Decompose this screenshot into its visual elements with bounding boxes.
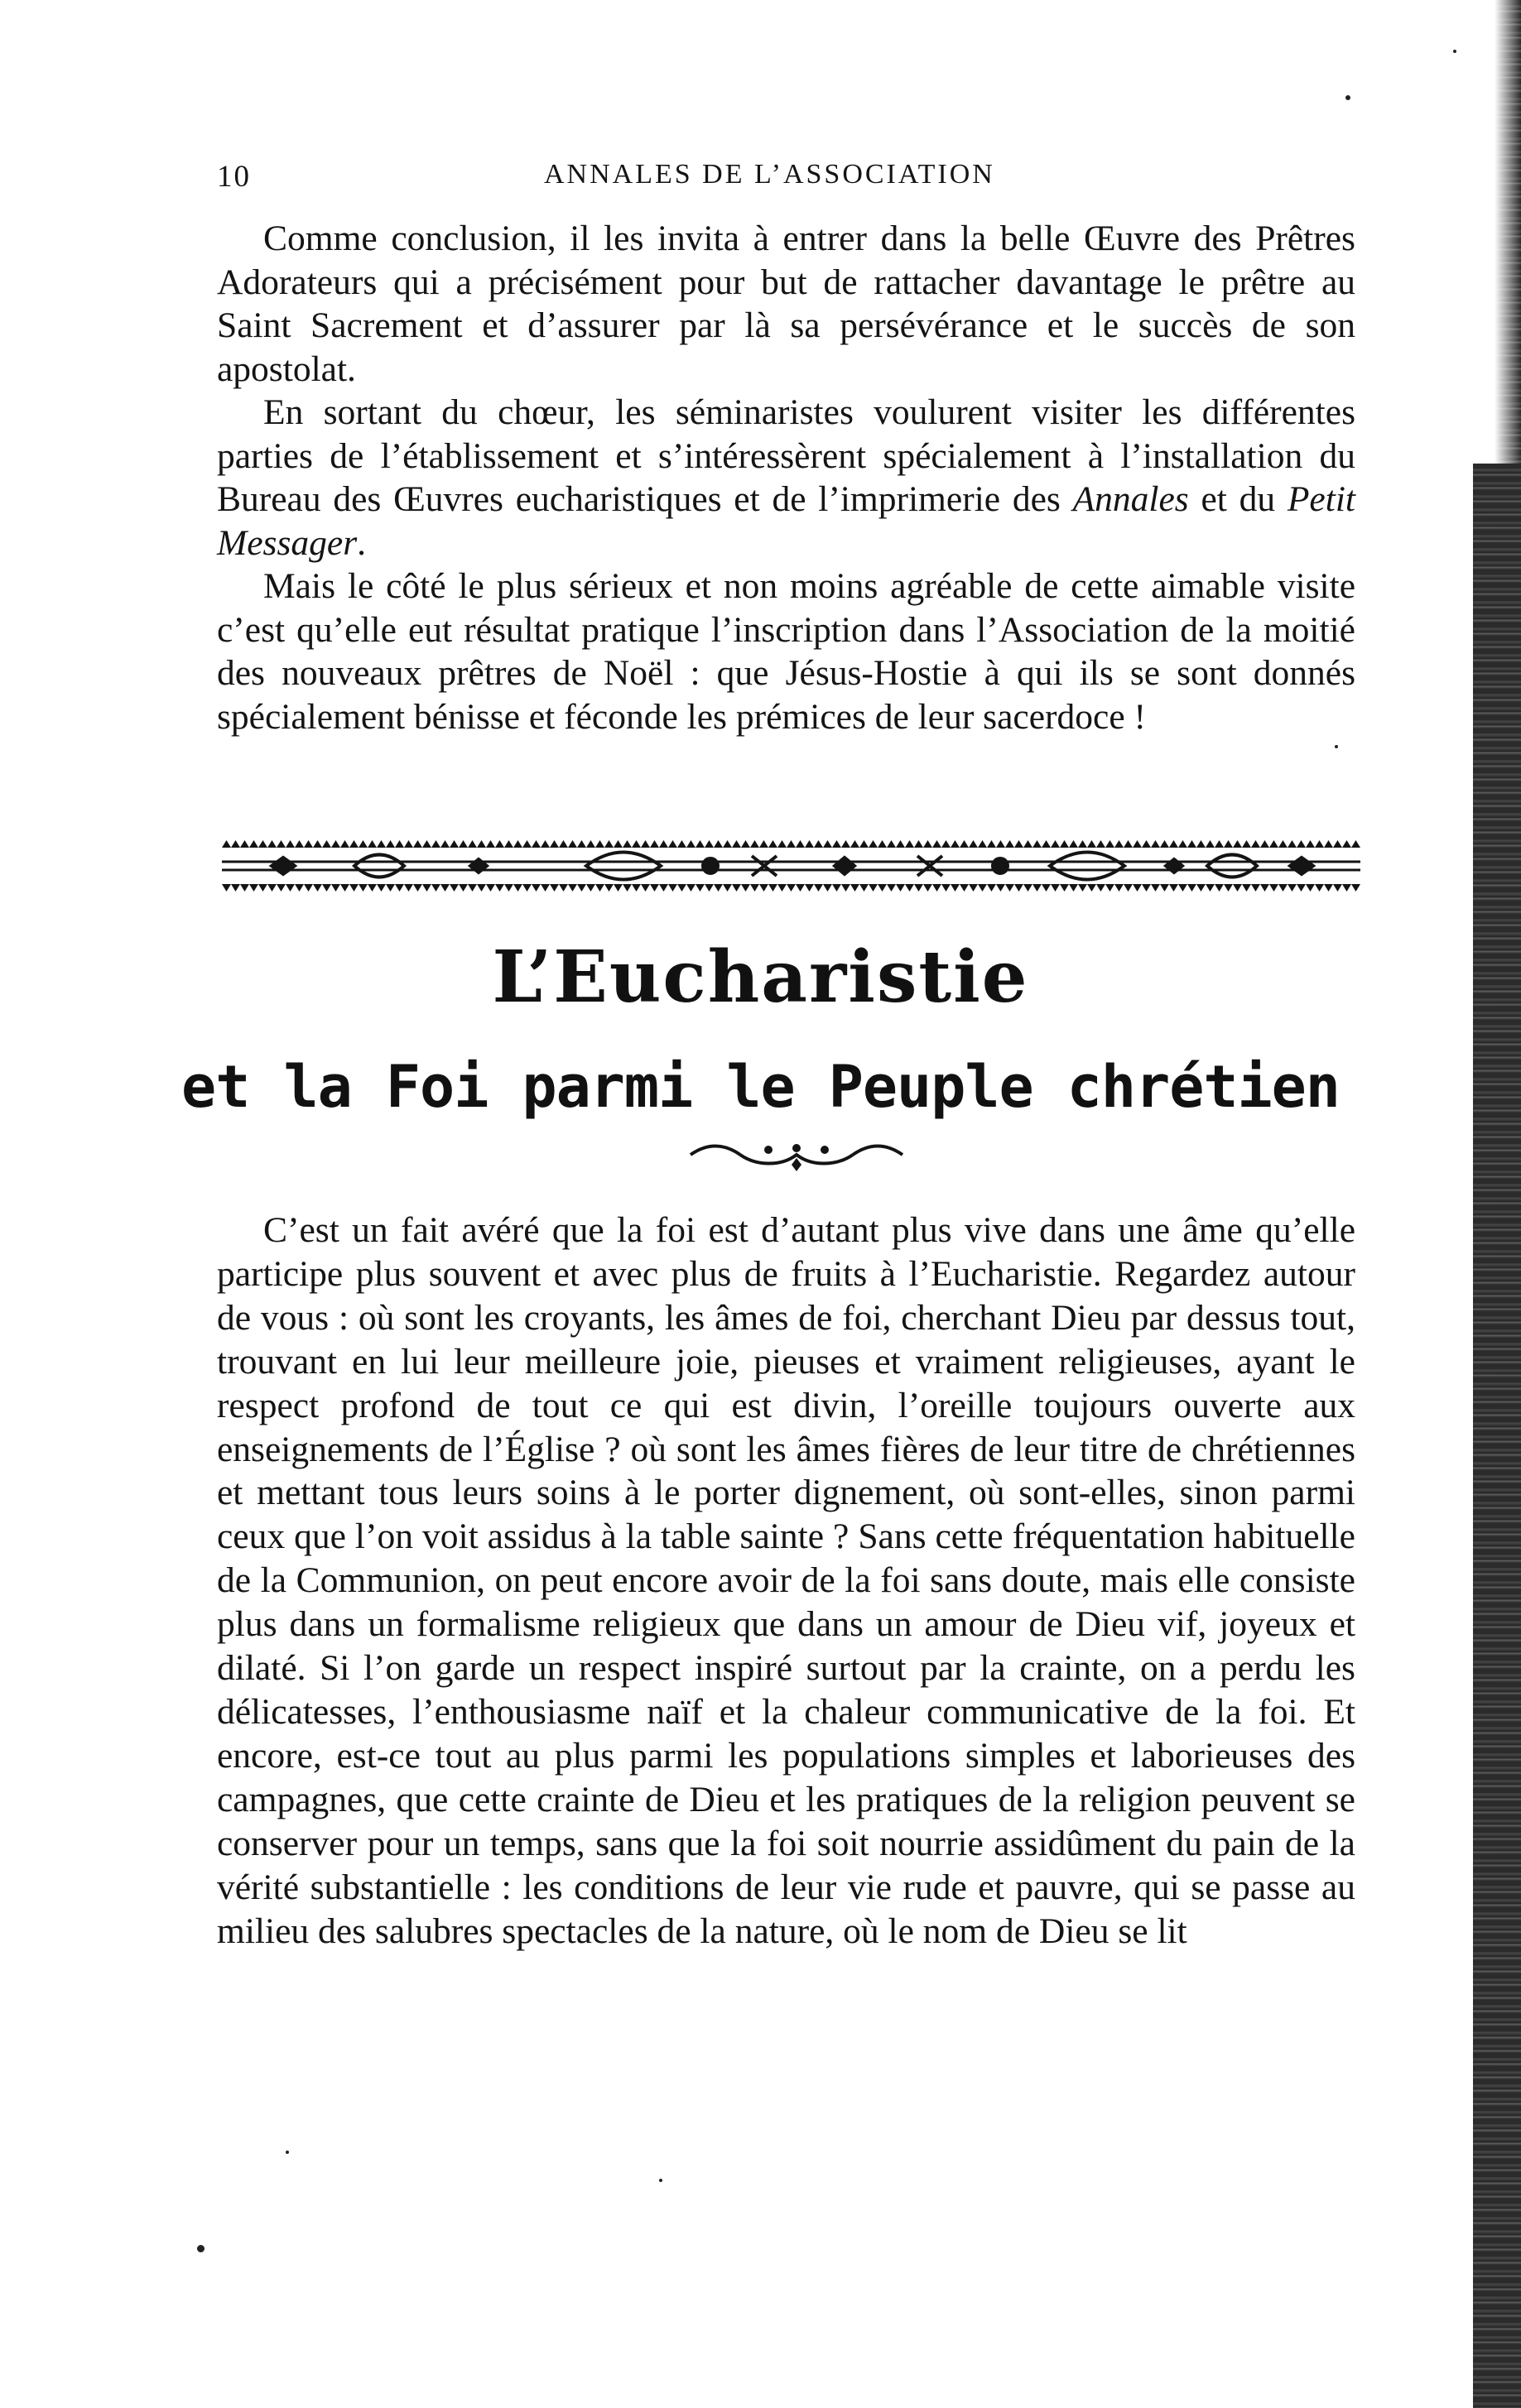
- title-tailpiece-ornament: [686, 1138, 907, 1171]
- previous-article-text: [217, 217, 1355, 738]
- scan-speck: [1335, 745, 1338, 748]
- running-header: [217, 159, 1351, 200]
- article-body-text: [217, 1209, 1355, 1953]
- scan-speck: [286, 2151, 289, 2154]
- paragraph-text: .: [357, 522, 367, 563]
- paragraph: [217, 565, 1355, 738]
- paragraph: [217, 391, 1355, 565]
- article-title: L’Eucharistie: [492, 935, 1029, 1019]
- paragraph-text: Comme conclusion, il les invita à entrer dans la belle Œuvre des Prêtres Adorateurs qui a précisément pour but de rattacher davantage le prêtre au Saint Sacrement et d’assurer par là sa persévérance et le succès de son apostolat.: [217, 219, 1355, 389]
- ornamental-divider: [222, 836, 1360, 897]
- paragraph-text: et du: [1188, 479, 1288, 519]
- page-number: 10: [217, 160, 251, 194]
- scan-speck: [1345, 95, 1350, 100]
- article-subtitle: et la Foi parmi le Peuple chrétien: [181, 1053, 1340, 1121]
- scan-speck: [659, 2179, 662, 2182]
- scan-speck: [1453, 50, 1456, 53]
- paragraph: C’est un fait avéré que la foi est d’autant plus vive dans une âme qu’elle participe plus souvent et avec plus de fruits à l’Eucharistie. Regardez autour de vous : où sont les croyants, les âmes de foi, cherchant Dieu par dessus tout, trouvant en lui leur meilleure joie, pieuses et vraiment religieuses, ayant le respect profond de tout ce qui est divin, l’oreille toujours ouverte aux enseignements de l’Église ? où sont les âmes fières de leur titre de chrétiennes et mettant tous leurs soins à le porter dignement, où sont-elles, sinon parmi ceux que l’on voit assidus à la table sainte ? Sans cette fréquentation habituelle de la Communion, on peut encore avoir de la foi sans doute, mais elle consiste plus dans un formalisme religieux que dans un amour de Dieu vif, joyeux et dilaté. Si l’on garde un respect inspiré surtout par la crainte, on a perdu les délicatesses, l’enthousiasme naïf et la chaleur communicative de la foi. Et encore, est-ce tout au plus parmi les populations simples et laborieuses des campagnes, que cette crainte de Dieu et les pratiques de la religion peuvent se conserver pour un temps, sans que la foi soit nourrie assidûment du pain de la vérité substantielle : les conditions de leur vie rude et pauvre, qui se passe au milieu des salubres spectacles de la nature, où le nom de Dieu se lit: [217, 1210, 1355, 1951]
- running-head-title: ANNALES DE L’ASSOCIATION: [544, 159, 995, 190]
- paragraph-text: En sortant du chœur, les séminaristes voulurent visiter les différentes parties de l’établissement et s’intéressèrent spécialement à l’installation du Bureau des Œuvres eucharistiques et de l’imprimerie des: [217, 392, 1355, 519]
- italic-title-text: Petit Messager: [217, 479, 1355, 563]
- italic-title-text: Annales: [1072, 479, 1189, 519]
- scan-speck: [197, 2245, 205, 2252]
- binding-edge-fade: [1473, 0, 1521, 464]
- paragraph: [217, 217, 1355, 391]
- paragraph-text: Mais le côté le plus sérieux et non moins agréable de cette aimable visite c’est qu’elle eut résultat pratique l’inscription dans l’Association de la moitié des nouveaux prêtres de Noël : que Jésus-Hostie à qui ils se sont donnés spécialement bénisse et féconde les prémices de leur sacerdoce !: [217, 566, 1355, 737]
